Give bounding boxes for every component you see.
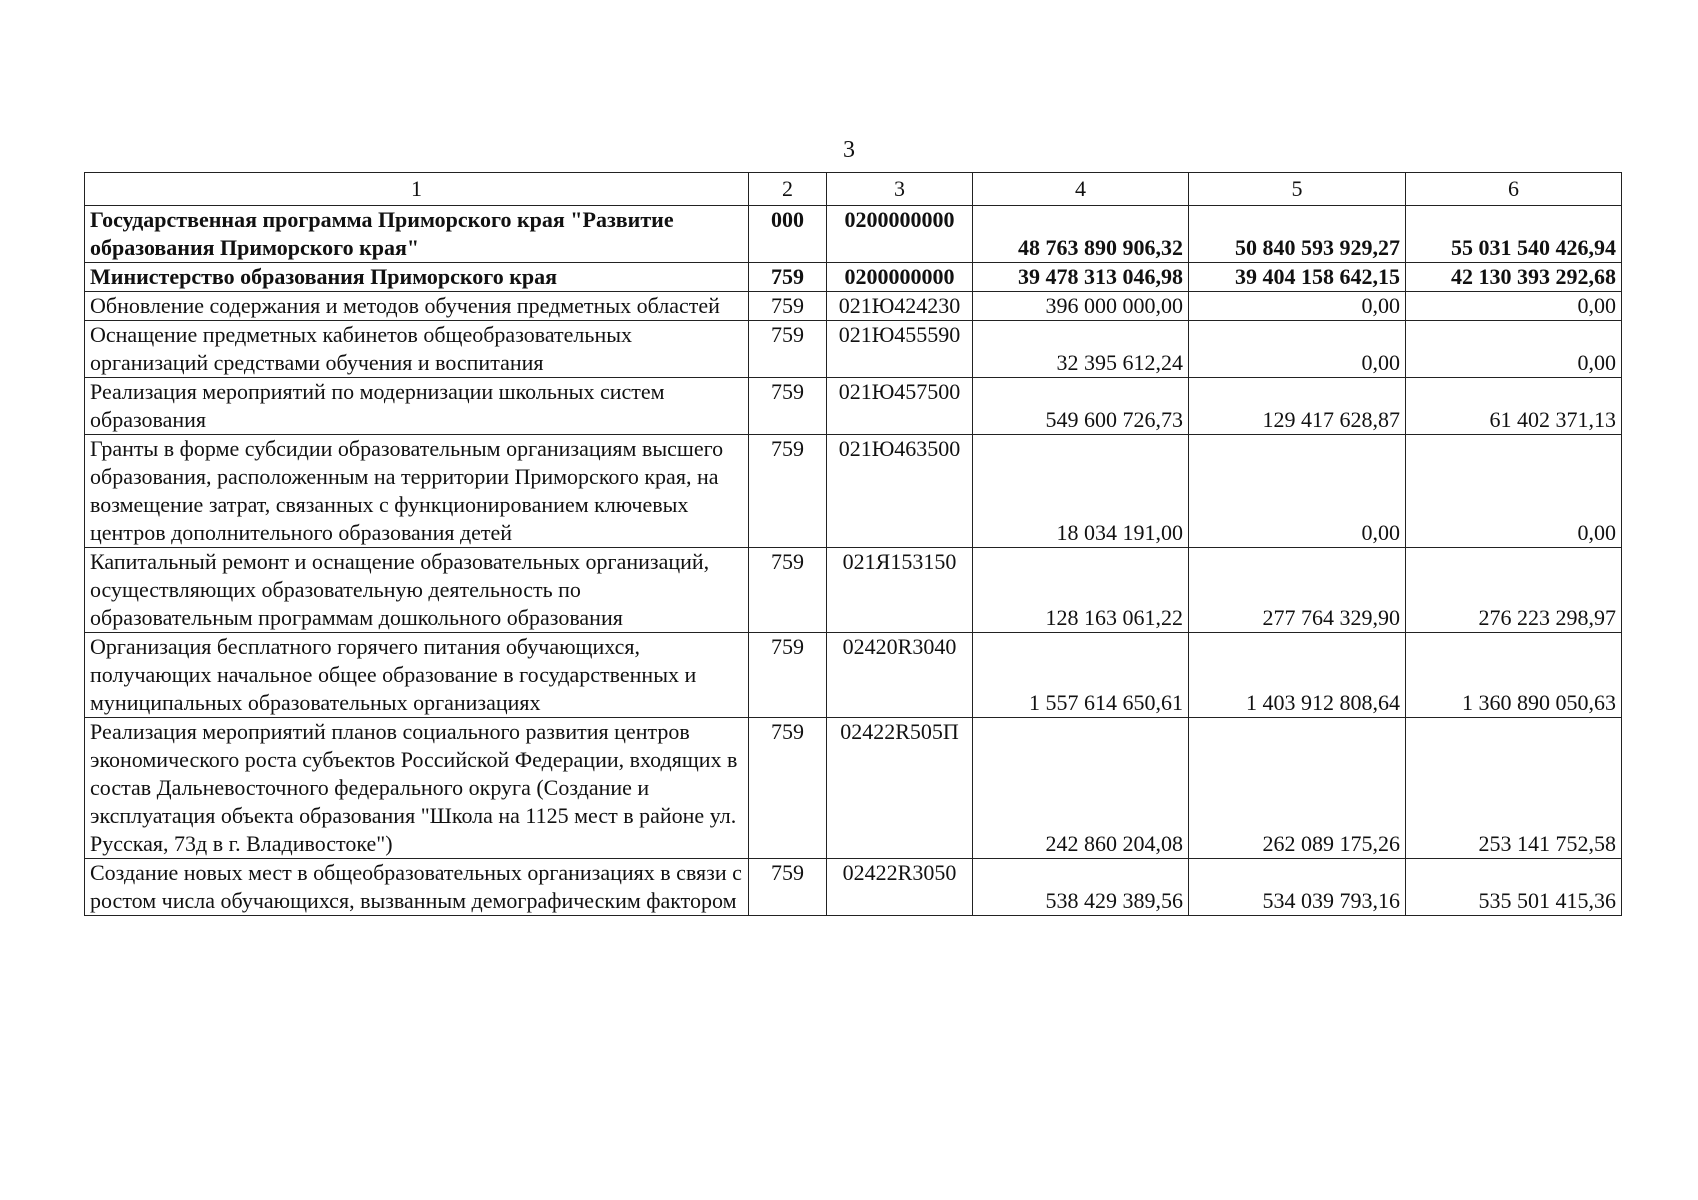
row-code-cell: 000 [749, 206, 827, 263]
row-value-5-cell: 129 417 628,87 [1189, 378, 1406, 435]
row-code-cell: 759 [749, 718, 827, 859]
row-code-cell: 759 [749, 859, 827, 916]
row-value-5-cell: 39 404 158 642,15 [1189, 263, 1406, 292]
column-header-2: 2 [749, 173, 827, 206]
row-value-5-cell: 262 089 175,26 [1189, 718, 1406, 859]
row-target-cell: 021Ю457500 [827, 378, 973, 435]
budget-table [84, 172, 1622, 916]
row-value-5-cell: 1 403 912 808,64 [1189, 633, 1406, 718]
row-value-5-cell: 0,00 [1189, 435, 1406, 548]
column-header-1: 1 [85, 173, 749, 206]
row-value-6-cell: 1 360 890 050,63 [1406, 633, 1622, 718]
row-value-6-cell: 276 223 298,97 [1406, 548, 1622, 633]
column-header-4: 4 [973, 173, 1189, 206]
row-target-cell: 02422R505П [827, 718, 973, 859]
row-code-cell: 759 [749, 633, 827, 718]
table-row [85, 206, 1622, 263]
table-row [85, 263, 1622, 292]
row-name-cell: Создание новых мест в общеобразовательных организациях в связи с ростом числа обучающихся, вызванным демографическим фактором [85, 859, 749, 916]
row-target-cell: 0200000000 [827, 263, 973, 292]
row-value-6-cell: 0,00 [1406, 292, 1622, 321]
table-row [85, 859, 1622, 916]
row-code-cell: 759 [749, 263, 827, 292]
row-value-5-cell: 277 764 329,90 [1189, 548, 1406, 633]
row-target-cell: 021Я153150 [827, 548, 973, 633]
row-code-cell: 759 [749, 435, 827, 548]
row-target-cell: 021Ю424230 [827, 292, 973, 321]
row-value-6-cell: 0,00 [1406, 435, 1622, 548]
row-target-cell: 02420R3040 [827, 633, 973, 718]
row-name-cell: Реализация мероприятий планов социального развития центров экономического роста субъектов Российской Федерации, входящих в состав Дальневосточного федерального округа (Создание и эксплуатация объекта образования "Школа на 1125 мест в районе ул. Русская, 73д в г. Владивостоке") [85, 718, 749, 859]
table-row [85, 378, 1622, 435]
row-value-6-cell: 61 402 371,13 [1406, 378, 1622, 435]
table-row [85, 292, 1622, 321]
row-target-cell: 021Ю455590 [827, 321, 973, 378]
row-value-4-cell: 549 600 726,73 [973, 378, 1189, 435]
row-name-cell: Организация бесплатного горячего питания обучающихся, получающих начальное общее образование в государственных и муниципальных образовательных организациях [85, 633, 749, 718]
row-name-cell: Государственная программа Приморского края "Развитие образования Приморского края" [85, 206, 749, 263]
row-name-cell: Министерство образования Приморского края [85, 263, 749, 292]
row-target-cell: 021Ю463500 [827, 435, 973, 548]
row-target-cell: 02422R3050 [827, 859, 973, 916]
row-value-5-cell: 534 039 793,16 [1189, 859, 1406, 916]
row-value-4-cell: 39 478 313 046,98 [973, 263, 1189, 292]
row-value-5-cell: 50 840 593 929,27 [1189, 206, 1406, 263]
table-header-row [85, 173, 1622, 206]
row-value-6-cell: 55 031 540 426,94 [1406, 206, 1622, 263]
row-value-4-cell: 396 000 000,00 [973, 292, 1189, 321]
row-value-4-cell: 48 763 890 906,32 [973, 206, 1189, 263]
row-name-cell: Капитальный ремонт и оснащение образовательных организаций, осуществляющих образовательную деятельность по образовательным программам дошкольного образования [85, 548, 749, 633]
row-name-cell: Гранты в форме субсидии образовательным организациям высшего образования, расположенным на территории Приморского края, на возмещение затрат, связанных с функционированием ключевых центров дополнительного образования детей [85, 435, 749, 548]
row-name-cell: Обновление содержания и методов обучения предметных областей [85, 292, 749, 321]
row-value-4-cell: 538 429 389,56 [973, 859, 1189, 916]
row-code-cell: 759 [749, 548, 827, 633]
row-target-cell: 0200000000 [827, 206, 973, 263]
row-code-cell: 759 [749, 321, 827, 378]
table-row [85, 435, 1622, 548]
row-value-6-cell: 535 501 415,36 [1406, 859, 1622, 916]
row-name-cell: Оснащение предметных кабинетов общеобразовательных организаций средствами обучения и воспитания [85, 321, 749, 378]
row-code-cell: 759 [749, 378, 827, 435]
row-value-4-cell: 128 163 061,22 [973, 548, 1189, 633]
row-value-4-cell: 32 395 612,24 [973, 321, 1189, 378]
table-row [85, 633, 1622, 718]
row-value-6-cell: 42 130 393 292,68 [1406, 263, 1622, 292]
row-value-6-cell: 0,00 [1406, 321, 1622, 378]
row-value-6-cell: 253 141 752,58 [1406, 718, 1622, 859]
row-value-4-cell: 1 557 614 650,61 [973, 633, 1189, 718]
column-header-5: 5 [1189, 173, 1406, 206]
row-name-cell: Реализация мероприятий по модернизации школьных систем образования [85, 378, 749, 435]
table-row [85, 548, 1622, 633]
table-row [85, 321, 1622, 378]
column-header-6: 6 [1406, 173, 1622, 206]
row-value-4-cell: 242 860 204,08 [973, 718, 1189, 859]
row-value-4-cell: 18 034 191,00 [973, 435, 1189, 548]
column-header-3: 3 [827, 173, 973, 206]
row-value-5-cell: 0,00 [1189, 321, 1406, 378]
table-row [85, 718, 1622, 859]
page-number: 3 [843, 137, 855, 163]
row-code-cell: 759 [749, 292, 827, 321]
row-value-5-cell: 0,00 [1189, 292, 1406, 321]
